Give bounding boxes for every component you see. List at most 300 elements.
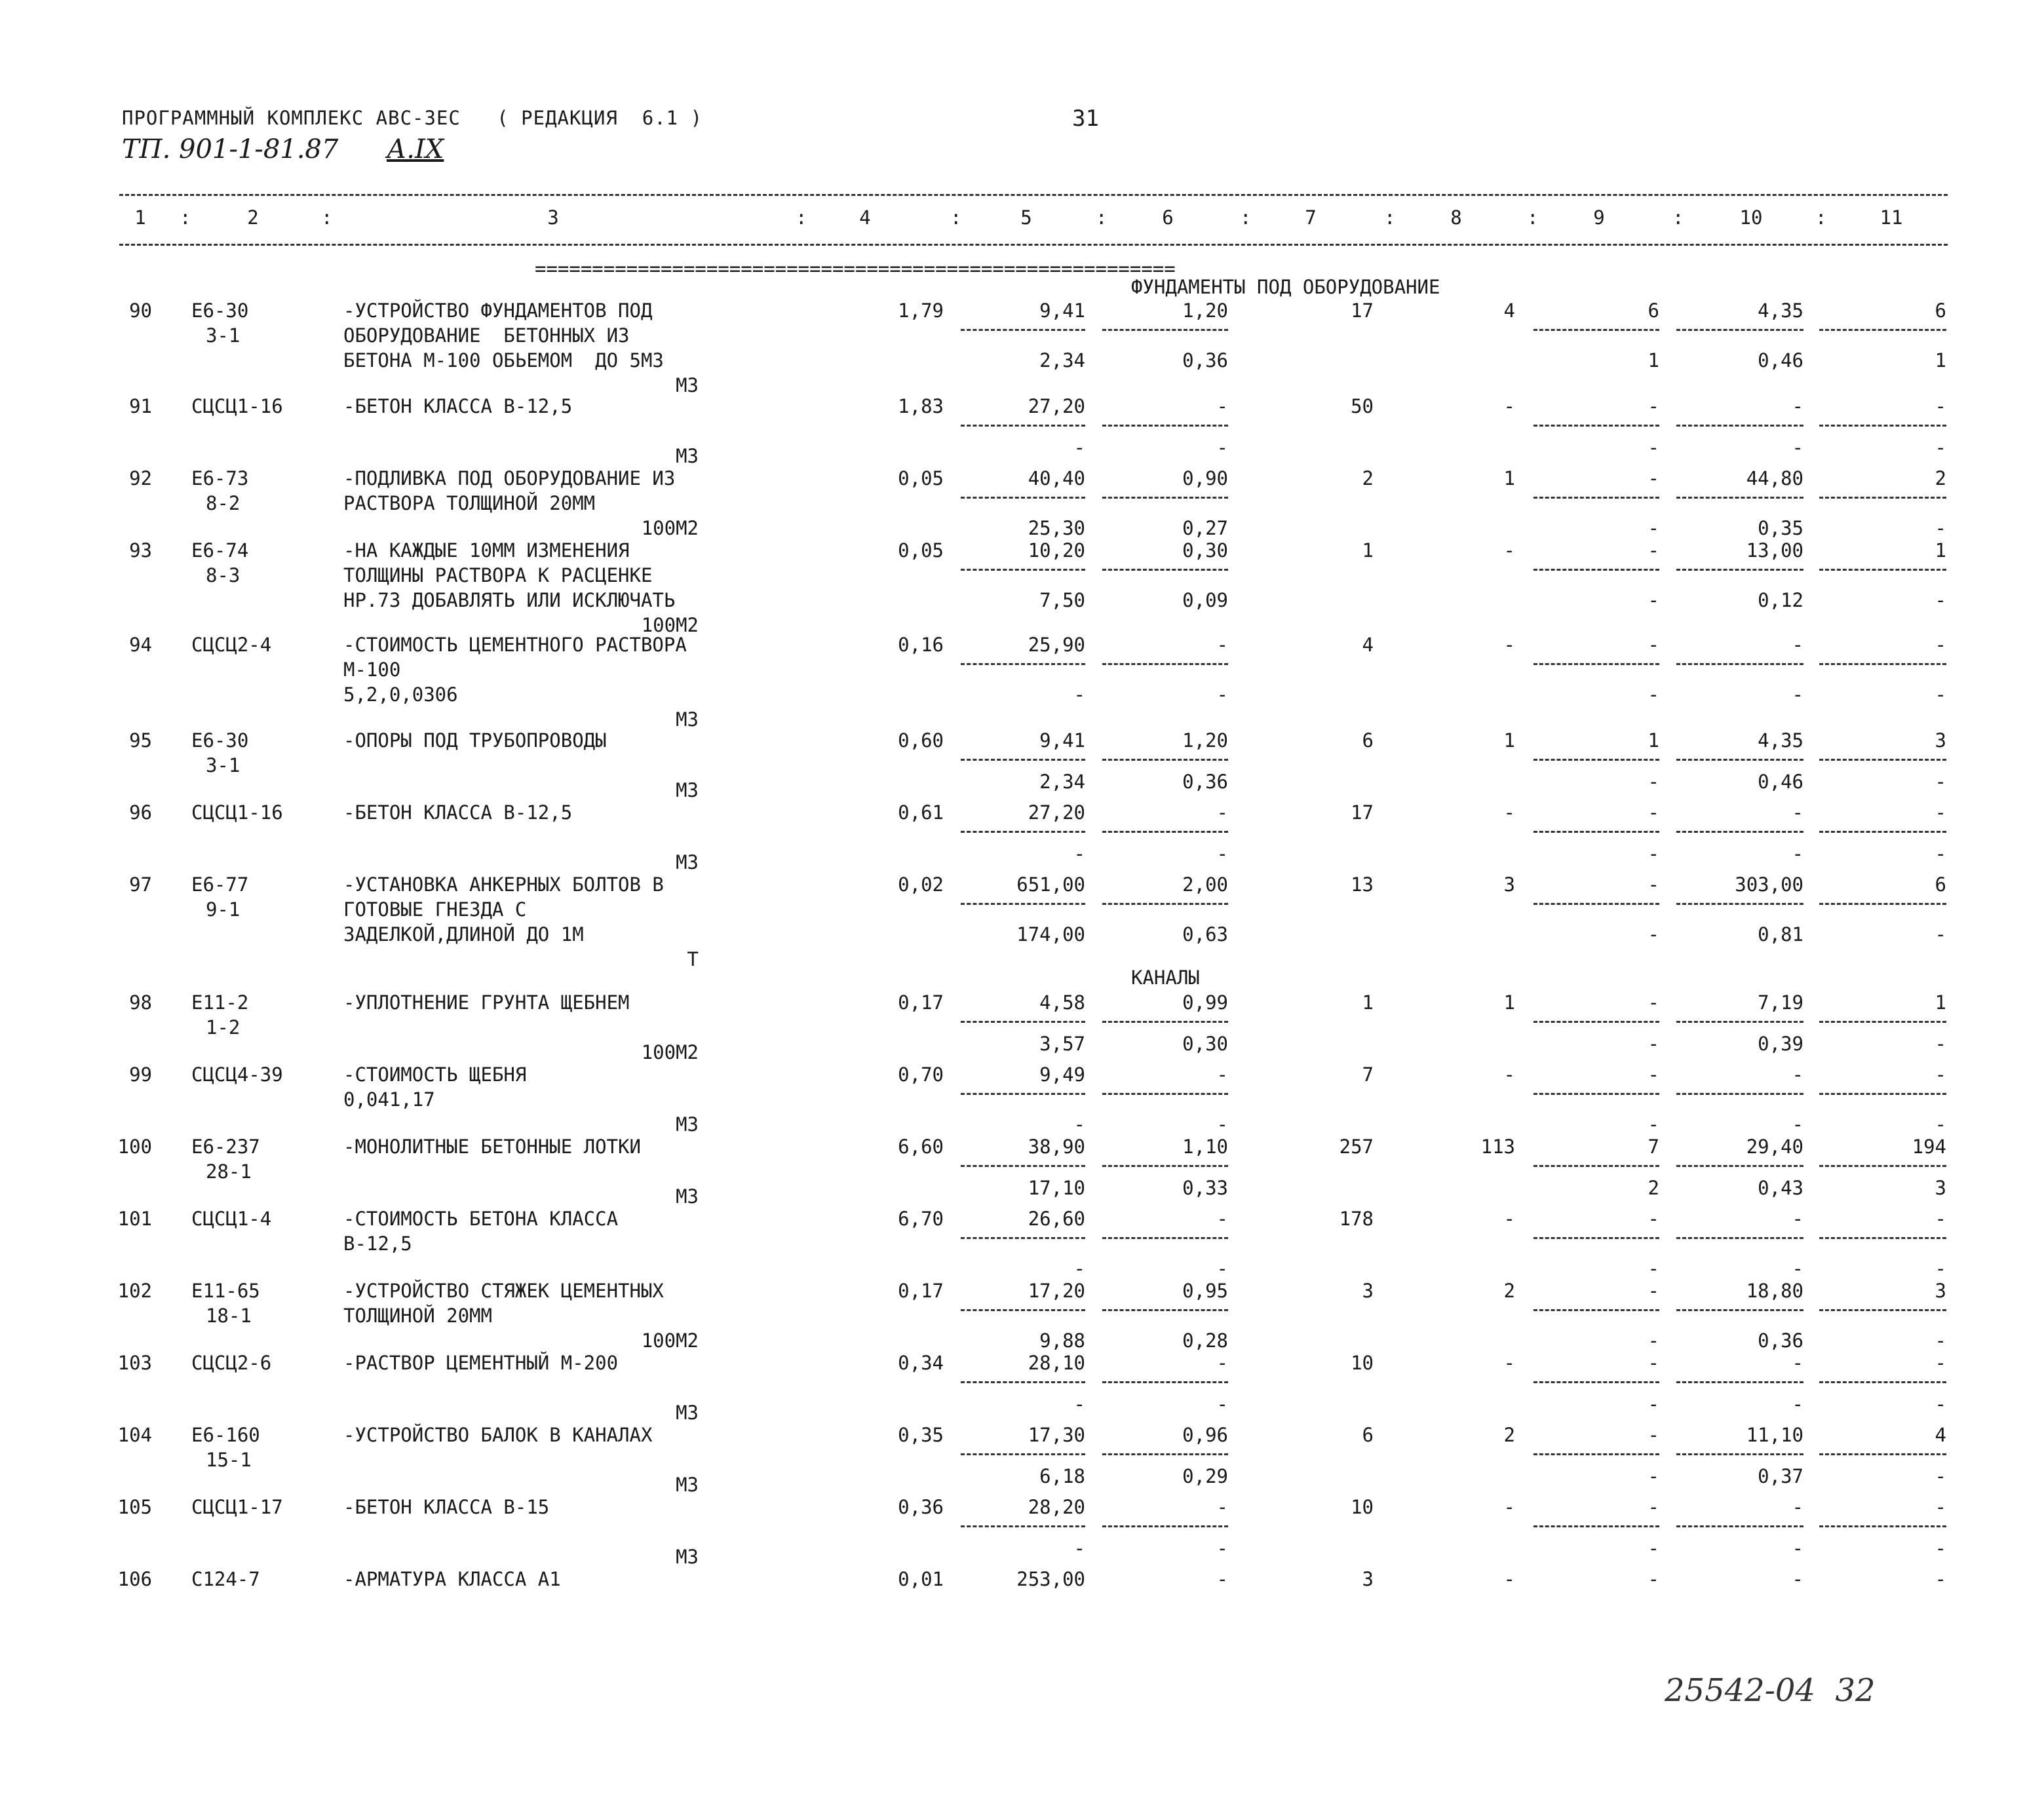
row-number: 90 bbox=[129, 299, 152, 322]
row-number: 104 bbox=[117, 1424, 152, 1446]
unit-machine-wage: - bbox=[1216, 436, 1228, 459]
cell-divider bbox=[1676, 759, 1803, 761]
unit-wage-cost: - bbox=[1073, 1113, 1085, 1136]
row-number: 97 bbox=[129, 873, 152, 896]
unit-wage-cost: - bbox=[1073, 1537, 1085, 1559]
unit-machine-wage: 0,28 bbox=[1182, 1329, 1228, 1352]
unit-machine-wage: 0,29 bbox=[1182, 1465, 1228, 1487]
labor-machinists: 0,81 bbox=[1758, 923, 1803, 946]
table-top-rule bbox=[119, 194, 1948, 196]
total-wages: 3 bbox=[1503, 873, 1515, 896]
norm-subcode: 15-1 bbox=[206, 1449, 252, 1471]
unit-machine-cost: - bbox=[1216, 801, 1228, 824]
cell-divider bbox=[961, 663, 1085, 665]
labor-machinists: 0,46 bbox=[1758, 349, 1803, 372]
cell-divider bbox=[1102, 1237, 1228, 1239]
total-machines: - bbox=[1648, 539, 1659, 562]
labor-cost: - bbox=[1792, 634, 1803, 656]
labor-machinists-total: - bbox=[1935, 771, 1946, 793]
row-number: 91 bbox=[129, 395, 152, 417]
labor-cost: - bbox=[1792, 1063, 1803, 1086]
work-description: -СТОИМОСТЬ ЦЕМЕНТНОГО РАСТВОРА bbox=[343, 634, 687, 656]
norm-subcode: 3-1 bbox=[206, 324, 241, 347]
labor-machinists: 0,12 bbox=[1758, 589, 1803, 611]
labor-cost: 7,19 bbox=[1758, 991, 1803, 1014]
cell-divider bbox=[1676, 903, 1803, 905]
norm-code: СЦСЦ4-39 bbox=[191, 1063, 283, 1086]
norm-code: Е6-30 bbox=[191, 729, 249, 752]
unit-of-measure: М3 bbox=[676, 1474, 699, 1496]
work-description: 5,2,0,0306 bbox=[343, 683, 458, 706]
unit-wage-cost: 7,50 bbox=[1039, 589, 1085, 611]
labor-machinists: 0,35 bbox=[1758, 517, 1803, 539]
total-machines: - bbox=[1648, 1352, 1659, 1374]
unit-cost: 40,40 bbox=[1028, 467, 1085, 489]
cell-divider bbox=[1819, 1093, 1946, 1095]
labor-machinists: - bbox=[1792, 683, 1803, 706]
labor-machinists: - bbox=[1792, 1537, 1803, 1559]
work-description: В-12,5 bbox=[343, 1232, 412, 1255]
work-description: -СТОИМОСТЬ БЕТОНА КЛАССА bbox=[343, 1208, 619, 1230]
labor-cost: - bbox=[1792, 1208, 1803, 1230]
cell-divider bbox=[1102, 1525, 1228, 1527]
cell-divider bbox=[1819, 831, 1946, 833]
work-description: -УСТРОЙСТВО ФУНДАМЕНТОВ ПОД bbox=[343, 299, 653, 322]
row-number: 103 bbox=[117, 1352, 152, 1374]
cell-divider bbox=[1676, 1381, 1803, 1383]
column-number-8: 8 bbox=[1450, 206, 1462, 229]
unit-machine-cost: 2,00 bbox=[1182, 873, 1228, 896]
unit-machine-cost: - bbox=[1216, 1496, 1228, 1518]
labor-machinists: - bbox=[1792, 1257, 1803, 1280]
unit-machine-wage: - bbox=[1216, 683, 1228, 706]
labor-total: 6 bbox=[1935, 299, 1946, 322]
labor-cost: - bbox=[1792, 1568, 1803, 1590]
work-description: -ОПОРЫ ПОД ТРУБОПРОВОДЫ bbox=[343, 729, 607, 752]
quantity: 0,16 bbox=[898, 634, 944, 656]
cell-divider bbox=[1819, 329, 1946, 331]
total-machines: - bbox=[1648, 1063, 1659, 1086]
cell-divider bbox=[1819, 1381, 1946, 1383]
total-machine-wage: - bbox=[1648, 517, 1659, 539]
unit-wage-cost: 174,00 bbox=[1016, 923, 1085, 946]
quantity: 0,35 bbox=[898, 1424, 944, 1446]
section-title-foundations: ФУНДАМЕНТЫ ПОД ОБОРУДОВАНИЕ bbox=[1131, 276, 1440, 298]
work-description: -НА КАЖДЫЕ 10ММ ИЗМЕНЕНИЯ bbox=[343, 539, 630, 562]
unit-machine-cost: 0,90 bbox=[1182, 467, 1228, 489]
work-description: М-100 bbox=[343, 659, 401, 681]
norm-code: Е6-237 bbox=[191, 1136, 260, 1158]
unit-wage-cost: - bbox=[1073, 436, 1085, 459]
norm-code: СЦСЦ1-17 bbox=[191, 1496, 283, 1518]
total-machines: 7 bbox=[1648, 1136, 1659, 1158]
work-description: -БЕТОН КЛАССА В-12,5 bbox=[343, 395, 573, 417]
column-number-11: 11 bbox=[1880, 206, 1903, 229]
cell-divider bbox=[961, 1237, 1085, 1239]
total-wages: 1 bbox=[1503, 729, 1515, 752]
cell-divider bbox=[1533, 1093, 1659, 1095]
unit-of-measure: М3 bbox=[676, 779, 699, 801]
labor-machinists: 0,46 bbox=[1758, 771, 1803, 793]
row-number: 92 bbox=[129, 467, 152, 489]
labor-machinists-total: - bbox=[1935, 923, 1946, 946]
total-wages: - bbox=[1503, 634, 1515, 656]
quantity: 0,05 bbox=[898, 539, 944, 562]
work-description: -ПОДЛИВКА ПОД ОБОРУДОВАНИЕ ИЗ bbox=[343, 467, 676, 489]
labor-cost: 4,35 bbox=[1758, 299, 1803, 322]
work-description: ТОЛЩИНЫ РАСТВОРА К РАСЦЕНКЕ bbox=[343, 564, 653, 586]
unit-cost: 651,00 bbox=[1016, 873, 1085, 896]
labor-total: - bbox=[1935, 1568, 1946, 1590]
cell-divider bbox=[1676, 1237, 1803, 1239]
cell-divider bbox=[1819, 1237, 1946, 1239]
row-number: 98 bbox=[129, 991, 152, 1014]
cell-divider bbox=[1533, 759, 1659, 761]
quantity: 0,17 bbox=[898, 1280, 944, 1302]
total-wages: 1 bbox=[1503, 991, 1515, 1014]
cell-divider bbox=[1533, 831, 1659, 833]
unit-cost: 9,41 bbox=[1039, 729, 1085, 752]
labor-cost: 4,35 bbox=[1758, 729, 1803, 752]
total-cost: 1 bbox=[1362, 991, 1374, 1014]
total-machine-wage: - bbox=[1648, 683, 1659, 706]
total-machines: - bbox=[1648, 1280, 1659, 1302]
cell-divider bbox=[1676, 1093, 1803, 1095]
row-number: 95 bbox=[129, 729, 152, 752]
cell-divider bbox=[1102, 425, 1228, 427]
cell-divider bbox=[1676, 425, 1803, 427]
total-cost: 178 bbox=[1339, 1208, 1374, 1230]
unit-machine-wage: 0,33 bbox=[1182, 1177, 1228, 1199]
total-machine-wage: - bbox=[1648, 1329, 1659, 1352]
unit-machine-wage: - bbox=[1216, 1393, 1228, 1415]
work-description: РАСТВОРА ТОЛЩИНОЙ 20ММ bbox=[343, 492, 596, 514]
labor-machinists: 0,37 bbox=[1758, 1465, 1803, 1487]
work-description: 0,041,17 bbox=[343, 1088, 435, 1111]
labor-machinists-total: 3 bbox=[1935, 1177, 1946, 1199]
cell-divider bbox=[1533, 1021, 1659, 1023]
total-machines: - bbox=[1648, 1424, 1659, 1446]
row-number: 106 bbox=[117, 1568, 152, 1590]
total-machines: 1 bbox=[1648, 729, 1659, 752]
total-machine-wage: 1 bbox=[1648, 349, 1659, 372]
cell-divider bbox=[1533, 497, 1659, 499]
cell-divider bbox=[1676, 1525, 1803, 1527]
norm-subcode: 9-1 bbox=[206, 898, 241, 921]
norm-subcode: 28-1 bbox=[206, 1160, 252, 1183]
cell-divider bbox=[1533, 1165, 1659, 1167]
labor-cost: - bbox=[1792, 1496, 1803, 1518]
cell-divider bbox=[961, 425, 1085, 427]
labor-machinists: - bbox=[1792, 843, 1803, 865]
unit-machine-cost: - bbox=[1216, 634, 1228, 656]
unit-of-measure: М3 bbox=[676, 851, 699, 873]
total-cost: 17 bbox=[1351, 299, 1374, 322]
unit-wage-cost: - bbox=[1073, 843, 1085, 865]
cell-divider bbox=[961, 1093, 1085, 1095]
labor-cost: 29,40 bbox=[1746, 1136, 1803, 1158]
labor-machinists-total: - bbox=[1935, 436, 1946, 459]
total-machine-wage: - bbox=[1648, 1257, 1659, 1280]
quantity: 0,70 bbox=[898, 1063, 944, 1086]
cell-divider bbox=[961, 831, 1085, 833]
work-description: -УСТРОЙСТВО СТЯЖЕК ЦЕМЕНТНЫХ bbox=[343, 1280, 664, 1302]
norm-subcode: 3-1 bbox=[206, 754, 241, 776]
total-cost: 10 bbox=[1351, 1496, 1374, 1518]
labor-machinists-total: - bbox=[1935, 1393, 1946, 1415]
unit-cost: 25,90 bbox=[1028, 634, 1085, 656]
total-wages: 4 bbox=[1503, 299, 1515, 322]
cell-divider bbox=[1533, 1381, 1659, 1383]
norm-subcode: 1-2 bbox=[206, 1016, 241, 1039]
column-separator: : bbox=[180, 206, 191, 229]
column-number-9: 9 bbox=[1593, 206, 1605, 229]
total-wages: 2 bbox=[1503, 1424, 1515, 1446]
work-description: -УСТРОЙСТВО БАЛОК В КАНАЛАХ bbox=[343, 1424, 653, 1446]
labor-machinists-total: 1 bbox=[1935, 349, 1946, 372]
total-wages: 2 bbox=[1503, 1280, 1515, 1302]
total-machines: - bbox=[1648, 873, 1659, 896]
cell-divider bbox=[1819, 663, 1946, 665]
cell-divider bbox=[961, 759, 1085, 761]
cell-divider bbox=[1676, 1453, 1803, 1455]
total-machines: - bbox=[1648, 467, 1659, 489]
total-cost: 257 bbox=[1339, 1136, 1374, 1158]
total-cost: 1 bbox=[1362, 539, 1374, 562]
column-number-1: 1 bbox=[134, 206, 146, 229]
unit-wage-cost: 9,88 bbox=[1039, 1329, 1085, 1352]
unit-cost: 9,49 bbox=[1039, 1063, 1085, 1086]
work-description: -УПЛОТНЕНИЕ ГРУНТА ЩЕБНЕМ bbox=[343, 991, 630, 1014]
cell-divider bbox=[1102, 1453, 1228, 1455]
column-number-2: 2 bbox=[247, 206, 259, 229]
cell-divider bbox=[1102, 1021, 1228, 1023]
column-header-rule bbox=[119, 244, 1948, 246]
unit-wage-cost: 25,30 bbox=[1028, 517, 1085, 539]
cell-divider bbox=[1533, 1309, 1659, 1311]
norm-subcode: 18-1 bbox=[206, 1305, 252, 1327]
cell-divider bbox=[961, 1453, 1085, 1455]
labor-machinists: - bbox=[1792, 1393, 1803, 1415]
total-cost: 4 bbox=[1362, 634, 1374, 656]
total-machines: - bbox=[1648, 634, 1659, 656]
unit-machine-wage: 0,36 bbox=[1182, 349, 1228, 372]
total-wages: - bbox=[1503, 539, 1515, 562]
total-machine-wage: - bbox=[1648, 1033, 1659, 1055]
unit-machine-cost: - bbox=[1216, 1568, 1228, 1590]
cell-divider bbox=[961, 1021, 1085, 1023]
total-wages: - bbox=[1503, 1352, 1515, 1374]
total-cost: 3 bbox=[1362, 1280, 1374, 1302]
section-title-channels: КАНАЛЫ bbox=[1131, 966, 1200, 989]
norm-code: Е11-65 bbox=[191, 1280, 260, 1302]
quantity: 0,02 bbox=[898, 873, 944, 896]
column-separator: : bbox=[796, 206, 807, 229]
unit-cost: 4,58 bbox=[1039, 991, 1085, 1014]
labor-cost: 11,10 bbox=[1746, 1424, 1803, 1446]
labor-total: - bbox=[1935, 1063, 1946, 1086]
total-cost: 17 bbox=[1351, 801, 1374, 824]
labor-total: 1 bbox=[1935, 991, 1946, 1014]
unit-cost: 27,20 bbox=[1028, 395, 1085, 417]
column-number-7: 7 bbox=[1305, 206, 1317, 229]
unit-machine-wage: 0,36 bbox=[1182, 771, 1228, 793]
cell-divider bbox=[1102, 569, 1228, 571]
cell-divider bbox=[1676, 497, 1803, 499]
unit-machine-wage: 0,30 bbox=[1182, 1033, 1228, 1055]
cell-divider bbox=[961, 1165, 1085, 1167]
labor-machinists-total: - bbox=[1935, 1537, 1946, 1559]
norm-code: Е6-30 bbox=[191, 299, 249, 322]
cell-divider bbox=[1819, 1453, 1946, 1455]
cell-divider bbox=[1102, 1309, 1228, 1311]
column-separator: : bbox=[321, 206, 333, 229]
cell-divider bbox=[1102, 663, 1228, 665]
cell-divider bbox=[1533, 663, 1659, 665]
cell-divider bbox=[1819, 1525, 1946, 1527]
work-description: -БЕТОН КЛАССА В-15 bbox=[343, 1496, 550, 1518]
norm-subcode: 8-3 bbox=[206, 564, 241, 586]
total-cost: 13 bbox=[1351, 873, 1374, 896]
quantity: 1,83 bbox=[898, 395, 944, 417]
cell-divider bbox=[961, 1309, 1085, 1311]
row-number: 102 bbox=[117, 1280, 152, 1302]
labor-cost: - bbox=[1792, 1352, 1803, 1374]
unit-wage-cost: - bbox=[1073, 1257, 1085, 1280]
labor-total: - bbox=[1935, 395, 1946, 417]
cell-divider bbox=[1102, 759, 1228, 761]
unit-cost: 17,20 bbox=[1028, 1280, 1085, 1302]
unit-of-measure: Т bbox=[687, 948, 699, 970]
unit-machine-wage: - bbox=[1216, 1257, 1228, 1280]
row-number: 99 bbox=[129, 1063, 152, 1086]
norm-code: СЦСЦ1-4 bbox=[191, 1208, 272, 1230]
unit-machine-cost: 0,96 bbox=[1182, 1424, 1228, 1446]
cell-divider bbox=[1102, 1381, 1228, 1383]
total-machine-wage: 2 bbox=[1648, 1177, 1659, 1199]
unit-machine-cost: - bbox=[1216, 1208, 1228, 1230]
quantity: 0,36 bbox=[898, 1496, 944, 1518]
norm-code: СЦСЦ1-16 bbox=[191, 395, 283, 417]
work-description: НР.73 ДОБАВЛЯТЬ ИЛИ ИСКЛЮЧАТЬ bbox=[343, 589, 676, 611]
labor-machinists-total: - bbox=[1935, 1257, 1946, 1280]
unit-of-measure: М3 bbox=[676, 1546, 699, 1568]
row-number: 94 bbox=[129, 634, 152, 656]
column-separator: : bbox=[1815, 206, 1827, 229]
cell-divider bbox=[1102, 497, 1228, 499]
unit-machine-wage: - bbox=[1216, 1537, 1228, 1559]
total-wages: 1 bbox=[1503, 467, 1515, 489]
cell-divider bbox=[1102, 903, 1228, 905]
norm-code: СЦСЦ1-16 bbox=[191, 801, 283, 824]
cell-divider bbox=[1819, 759, 1946, 761]
unit-cost: 253,00 bbox=[1016, 1568, 1085, 1590]
unit-machine-cost: - bbox=[1216, 1063, 1228, 1086]
unit-of-measure: 100М2 bbox=[641, 517, 699, 539]
unit-machine-cost: 0,99 bbox=[1182, 991, 1228, 1014]
column-number-6: 6 bbox=[1162, 206, 1174, 229]
unit-of-measure: 100М2 bbox=[641, 614, 699, 636]
unit-machine-cost: 0,30 bbox=[1182, 539, 1228, 562]
cell-divider bbox=[1102, 329, 1228, 331]
column-separator: : bbox=[1527, 206, 1539, 229]
unit-machine-cost: 1,10 bbox=[1182, 1136, 1228, 1158]
work-description: -СТОИМОСТЬ ЩЕБНЯ bbox=[343, 1063, 527, 1086]
labor-machinists-total: - bbox=[1935, 517, 1946, 539]
unit-machine-cost: 1,20 bbox=[1182, 729, 1228, 752]
section-separator: ======================================================== bbox=[535, 258, 1176, 280]
labor-total: 194 bbox=[1912, 1136, 1946, 1158]
cell-divider bbox=[1533, 1237, 1659, 1239]
cell-divider bbox=[1819, 425, 1946, 427]
labor-total: - bbox=[1935, 801, 1946, 824]
unit-wage-cost: 2,34 bbox=[1039, 771, 1085, 793]
cell-divider bbox=[961, 569, 1085, 571]
norm-code: СЦСЦ2-4 bbox=[191, 634, 272, 656]
labor-machinists-total: - bbox=[1935, 1329, 1946, 1352]
unit-machine-wage: - bbox=[1216, 1113, 1228, 1136]
labor-machinists-total: - bbox=[1935, 683, 1946, 706]
total-machines: 6 bbox=[1648, 299, 1659, 322]
labor-machinists-total: - bbox=[1935, 1113, 1946, 1136]
cell-divider bbox=[1819, 1021, 1946, 1023]
quantity: 6,70 bbox=[898, 1208, 944, 1230]
total-cost: 3 bbox=[1362, 1568, 1374, 1590]
handwritten-annotation: 25542-04 32 bbox=[1665, 1672, 1876, 1709]
column-number-3: 3 bbox=[547, 206, 559, 229]
norm-code: Е6-77 bbox=[191, 873, 249, 896]
total-machines: - bbox=[1648, 1208, 1659, 1230]
labor-machinists-total: - bbox=[1935, 1033, 1946, 1055]
labor-machinists: 0,43 bbox=[1758, 1177, 1803, 1199]
total-machine-wage: - bbox=[1648, 1113, 1659, 1136]
total-machines: - bbox=[1648, 1568, 1659, 1590]
work-description: -БЕТОН КЛАССА В-12,5 bbox=[343, 801, 573, 824]
unit-cost: 27,20 bbox=[1028, 801, 1085, 824]
unit-machine-wage: 0,09 bbox=[1182, 589, 1228, 611]
cell-divider bbox=[1533, 1453, 1659, 1455]
program-header: ПРОГРАММНЫЙ КОМПЛЕКС АВС-ЗЕС ( РЕДАКЦИЯ 6.1 ) bbox=[122, 107, 703, 129]
labor-machinists: - bbox=[1792, 1113, 1803, 1136]
unit-wage-cost: 2,34 bbox=[1039, 349, 1085, 372]
doc-code: ТП. 901-1-81.87 bbox=[122, 134, 339, 164]
total-machine-wage: - bbox=[1648, 1537, 1659, 1559]
unit-wage-cost: 6,18 bbox=[1039, 1465, 1085, 1487]
total-machine-wage: - bbox=[1648, 843, 1659, 865]
quantity: 0,60 bbox=[898, 729, 944, 752]
total-machine-wage: - bbox=[1648, 589, 1659, 611]
labor-cost: 303,00 bbox=[1735, 873, 1803, 896]
unit-cost: 17,30 bbox=[1028, 1424, 1085, 1446]
quantity: 0,05 bbox=[898, 467, 944, 489]
unit-of-measure: М3 bbox=[676, 1113, 699, 1136]
cell-divider bbox=[1533, 1525, 1659, 1527]
norm-code: СЦСЦ2-6 bbox=[191, 1352, 272, 1374]
cell-divider bbox=[961, 1381, 1085, 1383]
labor-total: - bbox=[1935, 634, 1946, 656]
unit-wage-cost: 17,10 bbox=[1028, 1177, 1085, 1199]
total-wages: - bbox=[1503, 1568, 1515, 1590]
total-wages: - bbox=[1503, 801, 1515, 824]
cell-divider bbox=[1533, 569, 1659, 571]
total-wages: - bbox=[1503, 1496, 1515, 1518]
cell-divider bbox=[1819, 569, 1946, 571]
total-machines: - bbox=[1648, 395, 1659, 417]
labor-total: 2 bbox=[1935, 467, 1946, 489]
unit-machine-cost: 1,20 bbox=[1182, 299, 1228, 322]
unit-cost: 9,41 bbox=[1039, 299, 1085, 322]
row-number: 101 bbox=[117, 1208, 152, 1230]
